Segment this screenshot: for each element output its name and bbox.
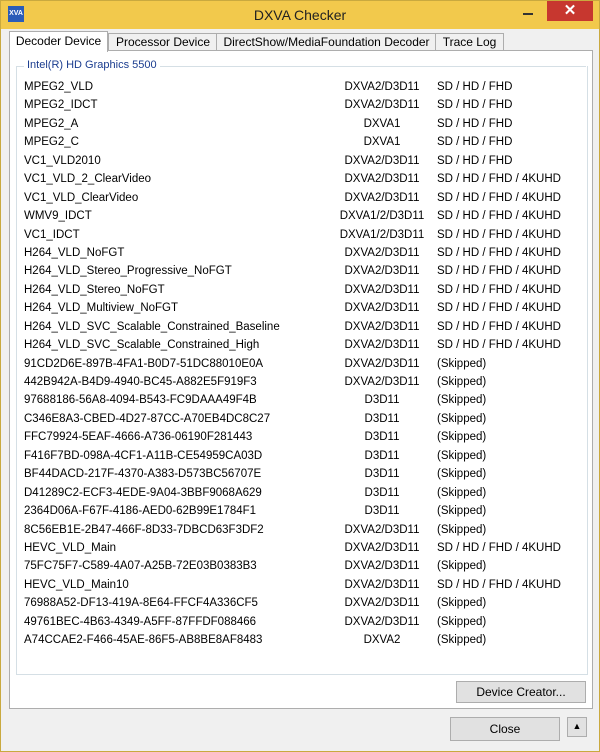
decoder-api: DXVA2/D3D11	[344, 246, 420, 259]
decoder-name: A74CCAE2-F466-45AE-86F5-AB8BE8AF8483	[24, 634, 263, 647]
decoder-api: DXVA2/D3D11	[344, 560, 420, 573]
decoder-resolutions: SD / HD / FHD	[437, 81, 513, 93]
decoder-resolutions: (Skipped)	[437, 357, 487, 370]
decoder-api: D3D11	[364, 431, 400, 444]
decoder-api: DXVA2	[363, 634, 401, 647]
decoder-row	[24, 96, 584, 114]
decoder-device-panel	[9, 50, 593, 709]
decoder-resolutions: (Skipped)	[437, 449, 487, 462]
decoder-api: DXVA2/D3D11	[344, 320, 420, 333]
decoder-row	[24, 281, 584, 299]
decoder-row	[24, 484, 584, 502]
decoder-api: DXVA1	[363, 136, 401, 149]
decoder-api: D3D11	[364, 468, 400, 481]
minimize-icon	[523, 13, 533, 15]
tab-directshow-mediafoundation-decoder[interactable]: DirectShow/MediaFoundation Decoder	[216, 33, 437, 51]
decoder-row	[24, 226, 584, 244]
decoder-row	[24, 207, 584, 225]
decoder-name: 442B942A-B4D9-4940-BC45-A882E5F919F3	[24, 376, 257, 388]
decoder-row	[24, 502, 584, 520]
decoder-resolutions: (Skipped)	[437, 431, 487, 444]
decoder-name: F416F7BD-098A-4CF1-A11B-CE54959CA03D	[24, 449, 263, 462]
decoder-name: 8C56EB1E-2B47-466F-8D33-7DBCD63F3DF2	[24, 523, 264, 536]
device-creator-button[interactable]: Device Creator...	[456, 681, 586, 703]
decoder-resolutions: SD / HD / FHD / 4KUHD	[437, 339, 561, 352]
decoder-api: DXVA2/D3D11	[344, 81, 420, 93]
decoder-resolutions: SD / HD / FHD	[437, 136, 513, 149]
decoder-api: D3D11	[364, 486, 400, 499]
decoder-row	[24, 613, 584, 631]
decoder-api: D3D11	[364, 505, 400, 518]
decoder-resolutions: SD / HD / FHD / 4KUHD	[437, 246, 561, 259]
decoder-name: H264_VLD_SVC_Scalable_Constrained_High	[24, 339, 260, 352]
decoder-resolutions: SD / HD / FHD / 4KUHD	[437, 302, 561, 315]
decoder-name: H264_VLD_SVC_Scalable_Constrained_Baseline	[24, 320, 280, 333]
decoder-row	[24, 189, 584, 207]
decoder-resolutions: (Skipped)	[437, 615, 487, 628]
decoder-name: 75FC75F7-C589-4A07-A25B-72E03B0383B3	[24, 560, 257, 573]
tab-decoder-device[interactable]: Decoder Device	[9, 31, 108, 52]
up-arrow-icon: ▲	[572, 721, 582, 731]
decoder-row	[24, 133, 584, 151]
decoder-api: DXVA2/D3D11	[344, 283, 420, 296]
decoder-name: MPEG2_IDCT	[24, 99, 98, 112]
decoder-resolutions: (Skipped)	[437, 468, 487, 481]
decoder-resolutions: SD / HD / FHD / 4KUHD	[437, 541, 561, 554]
window-title: DXVA Checker	[253, 7, 347, 23]
gpu-name-label: Intel(R) HD Graphics 5500	[24, 59, 160, 71]
close-icon: ✕	[563, 2, 577, 19]
decoder-name: 91CD2D6E-897B-4FA1-B0D7-51DC88010E0A	[24, 357, 264, 370]
decoder-row	[24, 170, 584, 188]
decoder-api: DXVA2/D3D11	[344, 99, 420, 112]
decoder-name: WMV9_IDCT	[24, 210, 92, 223]
decoder-resolutions: SD / HD / FHD	[437, 99, 513, 112]
decoder-resolutions: (Skipped)	[437, 505, 487, 518]
decoder-name: H264_VLD_Multiview_NoFGT	[24, 302, 179, 315]
decoder-api: DXVA2/D3D11	[344, 376, 420, 388]
decoder-row	[24, 539, 584, 557]
decoder-name: 97688186-56A8-4094-B543-FC9DAAA49F4B	[24, 394, 257, 407]
window-close-button[interactable]	[547, 1, 593, 21]
decoder-name: HEVC_VLD_Main10	[24, 578, 129, 591]
decoder-api: D3D11	[364, 394, 400, 407]
decoder-api: DXVA2/D3D11	[344, 615, 420, 628]
decoder-name: 76988A52-DF13-419A-8E64-FFCF4A336CF5	[24, 597, 258, 610]
decoder-resolutions: (Skipped)	[437, 412, 487, 425]
decoder-resolutions: SD / HD / FHD	[437, 154, 513, 167]
decoder-row	[24, 521, 584, 539]
decoder-resolutions: (Skipped)	[437, 523, 487, 536]
decoder-row	[24, 78, 584, 96]
decoder-row	[24, 318, 584, 336]
decoder-name: MPEG2_VLD	[24, 81, 94, 93]
decoder-name: 49761BEC-4B63-4349-A5FF-87FFDF088466	[24, 615, 257, 628]
decoder-api: DXVA2/D3D11	[344, 523, 420, 536]
decoder-api: DXVA2/D3D11	[344, 154, 420, 167]
decoder-resolutions: (Skipped)	[437, 560, 487, 573]
decoder-name: FFC79924-5EAF-4666-A736-06190F281443	[24, 431, 253, 444]
decoder-resolutions: SD / HD / FHD / 4KUHD	[437, 191, 561, 204]
decoder-resolutions: SD / HD / FHD / 4KUHD	[437, 320, 561, 333]
decoder-row	[24, 355, 584, 373]
decoder-resolutions: (Skipped)	[437, 486, 487, 499]
decoder-resolutions: SD / HD / FHD / 4KUHD	[437, 173, 561, 186]
decoder-api: DXVA2/D3D11	[344, 265, 420, 278]
decoder-api: D3D11	[364, 449, 400, 462]
decoder-resolutions: SD / HD / FHD	[437, 117, 513, 130]
decoder-resolutions: SD / HD / FHD / 4KUHD	[437, 228, 561, 241]
decoder-name: H264_VLD_NoFGT	[24, 246, 125, 259]
decoder-api: DXVA2/D3D11	[344, 173, 420, 186]
decoder-row	[24, 299, 584, 317]
decoder-name: VC1_VLD_ClearVideo	[24, 191, 139, 204]
decoder-row	[24, 594, 584, 612]
decoder-row	[24, 631, 584, 649]
expand-up-button[interactable]	[567, 717, 587, 737]
decoder-name: H264_VLD_Stereo_NoFGT	[24, 283, 165, 296]
decoder-name: MPEG2_C	[24, 136, 79, 149]
decoder-resolutions: SD / HD / FHD / 4KUHD	[437, 578, 561, 591]
decoder-row	[24, 115, 584, 133]
decoder-api: D3D11	[364, 412, 400, 425]
decoder-api: DXVA2/D3D11	[344, 541, 420, 554]
title-bar[interactable]	[1, 1, 599, 29]
decoder-name: MPEG2_A	[24, 117, 79, 130]
decoder-resolutions: SD / HD / FHD / 4KUHD	[437, 283, 561, 296]
decoder-row	[24, 391, 584, 409]
decoder-name: C346E8A3-CBED-4D27-87CC-A70EB4DC8C27	[24, 412, 271, 425]
decoder-name: 2364D06A-F67F-4186-AED0-62B99E1784F1	[24, 505, 257, 518]
decoder-api: DXVA1/2/D3D11	[339, 210, 425, 223]
decoder-resolutions: (Skipped)	[437, 376, 487, 388]
app-icon: XVA	[8, 6, 24, 22]
decoder-row	[24, 373, 584, 391]
decoder-row	[24, 244, 584, 262]
decoder-row	[24, 262, 584, 280]
decoder-api: DXVA2/D3D11	[344, 339, 420, 352]
decoder-resolutions: SD / HD / FHD / 4KUHD	[437, 210, 561, 223]
decoder-row	[24, 576, 584, 594]
decoder-list	[24, 78, 584, 650]
decoder-row	[24, 447, 584, 465]
decoder-row	[24, 557, 584, 575]
close-button[interactable]: Close	[450, 717, 560, 741]
decoder-name: VC1_VLD_2_ClearVideo	[24, 173, 152, 186]
decoder-row	[24, 336, 584, 354]
tab-processor-device[interactable]: Processor Device	[108, 33, 218, 51]
decoder-name: HEVC_VLD_Main	[24, 541, 117, 554]
decoder-resolutions: (Skipped)	[437, 597, 487, 610]
decoder-name: BF44DACD-217F-4370-A383-D573BC56707E	[24, 468, 262, 481]
decoder-api: DXVA2/D3D11	[344, 578, 420, 591]
decoder-api: DXVA2/D3D11	[344, 191, 420, 204]
decoder-api: DXVA2/D3D11	[344, 357, 420, 370]
decoder-api: DXVA1	[363, 117, 401, 130]
decoder-name: H264_VLD_Stereo_Progressive_NoFGT	[24, 265, 232, 278]
decoder-resolutions: (Skipped)	[437, 394, 487, 407]
decoder-row	[24, 465, 584, 483]
decoder-resolutions: (Skipped)	[437, 634, 487, 647]
decoder-row	[24, 152, 584, 170]
decoder-row	[24, 410, 584, 428]
decoder-api: DXVA2/D3D11	[344, 597, 420, 610]
decoder-row	[24, 428, 584, 446]
decoder-api: DXVA2/D3D11	[344, 302, 420, 315]
decoder-api: DXVA1/2/D3D11	[339, 228, 425, 241]
tab-trace-log[interactable]: Trace Log	[435, 33, 504, 51]
decoder-name: VC1_IDCT	[24, 228, 80, 241]
decoder-name: VC1_VLD2010	[24, 154, 101, 167]
decoder-resolutions: SD / HD / FHD / 4KUHD	[437, 265, 561, 278]
decoder-name: D41289C2-ECF3-4EDE-9A04-3BBF9068A629	[24, 486, 262, 499]
minimize-button[interactable]	[515, 1, 541, 21]
